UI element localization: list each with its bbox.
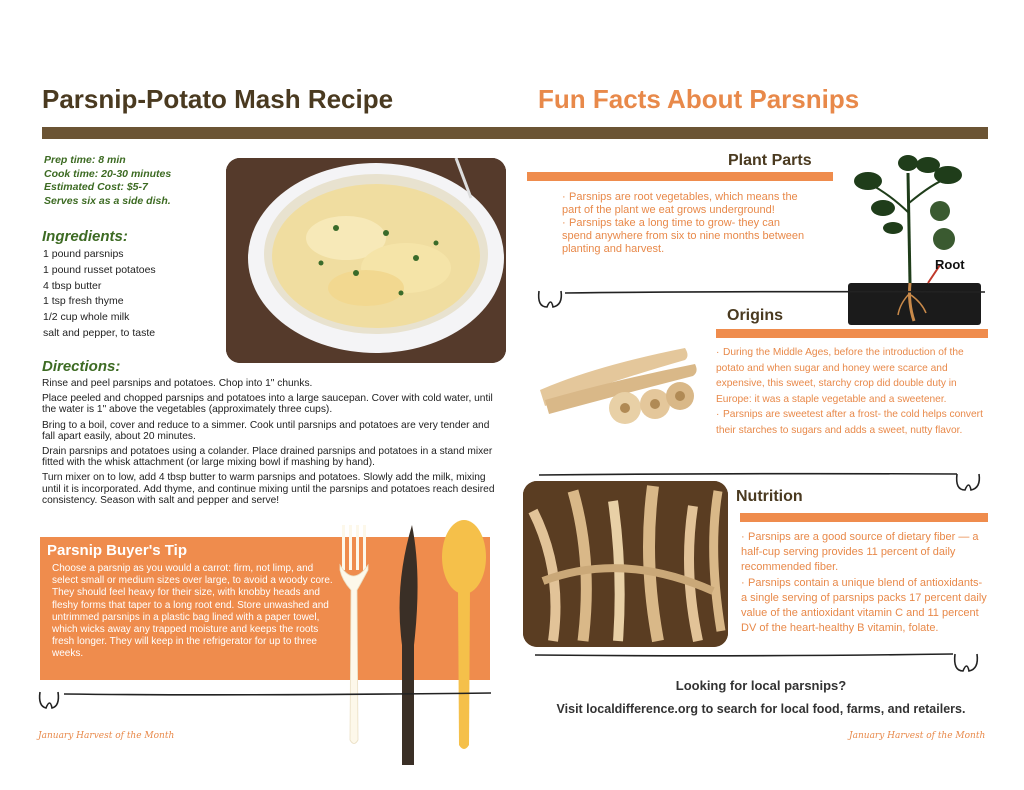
knife-icon <box>400 525 418 765</box>
directions-heading: Directions: <box>42 358 121 375</box>
bullet-item: · During the Middle Ages, before the introduction of the potato and when sugar and honey were scarce and expensive, this sweet, starchy crop did double duty in Europe: it was a staple vegetable and a sweetener. <box>716 347 964 405</box>
nutrition-heading: Nutrition <box>736 488 803 505</box>
cta-answer: Visit localdifference.org to search for local food, farms, and retailers. <box>556 702 966 716</box>
origins-strip <box>716 329 988 338</box>
cook-time: Cook time: 20-30 minutes <box>44 167 172 180</box>
bullet-item: · Parsnips are a good source of dietary fiber — a half-cup serving provides 11 percent of daily recommended fiber. <box>741 531 979 574</box>
bullet-item: · Parsnips are sweetest after a frost- the cold helps convert their starches to sugars and adds a sweet, nutty flavor. <box>716 409 983 436</box>
footer-right: January Harvest of the Month <box>849 731 986 741</box>
utensils-illustration <box>330 515 500 773</box>
nutrition-strip <box>740 513 988 522</box>
direction-step: Bring to a boil, cover and reduce to a simmer. Cook until parsnips and potatoes are very tender and fall apart easily, about 20 minutes. <box>42 419 490 442</box>
hand-drawn-divider <box>533 649 988 679</box>
plant-parts-text <box>562 191 812 256</box>
direction-step: Rinse and peel parsnips and potatoes. Chop into 1" chunks. <box>42 378 313 389</box>
title-divider <box>42 127 988 139</box>
servings: Serves six as a side dish. <box>44 194 171 207</box>
direction-step: Place peeled and chopped parsnips and potatoes into a large saucepan. Cover with cold water, until the water is 1" above the vegetables (approximately three cups). <box>42 393 493 416</box>
parsnips-photo <box>535 338 707 428</box>
bullet-item: · Parsnips contain a unique blend of antioxidants- a single serving of parsnips packs 17 percent daily value of the antioxidant vitamin C and 11 percent DV of the heart-healthy B vitamin, folate. <box>741 576 987 635</box>
footer-left: January Harvest of the Month <box>38 731 175 741</box>
mash-photo <box>226 158 506 363</box>
cta-question: Looking for local parsnips? <box>675 678 847 693</box>
ingredient-item: 1 pound parsnips <box>43 248 124 260</box>
estimated-cost: Estimated Cost: $5-7 <box>44 181 148 193</box>
nutrition-text <box>741 530 987 636</box>
ingredients-heading: Ingredients: <box>42 228 128 245</box>
direction-step: Drain parsnips and potatoes using a colander. Place drained parsnips and potatoes in a stand mixer fitted with the whisk attachment (or large mixing bowl if mashing by hand). <box>42 446 493 469</box>
root-label: Root <box>935 257 965 272</box>
ingredients-list <box>43 247 156 342</box>
recipe-title: Parsnip-Potato Mash Recipe <box>42 84 394 114</box>
bullet-item: · Parsnips take a long time to grow- they can spend anywhere from six to nine months between planting and harvest. <box>562 217 805 255</box>
ingredient-item: 4 tbsp butter <box>43 279 102 292</box>
ingredient-item: 1/2 cup whole milk <box>43 311 130 324</box>
hand-drawn-divider <box>36 686 496 716</box>
buyers-tip-title: Parsnip Buyer's Tip <box>47 542 188 559</box>
plant-parts-heading: Plant Parts <box>728 152 812 169</box>
buyers-tip-text: Choose a parsnip as you would a carrot: firm, not limp, and select small or medium sizes over large, to avoid a woody core. They should feel heavy for their size, with knobby heads and fleshy forms that taper to a long root end. Store unwashed and untrimmed parsnips in a plastic bag lined with a paper towel, which wicks away any trapped moisture and keeps the roots fresh longer. They will keep in the refrigerator for up to three weeks. <box>52 563 333 660</box>
parsnip-roots-photo <box>523 481 728 647</box>
prep-time: Prep time: 8 min <box>44 154 126 166</box>
direction-step: Turn mixer on to low, add 4 tbsp butter to warm parsnips and potatoes. Slowly add the milk, mixing until it is incorporated. Add thyme, and continue mixing until the parsnips and potatoes reach desired consistency. Season with salt and pepper and serve! <box>42 472 495 506</box>
plant-parts-strip <box>527 172 833 181</box>
ingredient-item: 1 pound russet potatoes <box>43 263 156 276</box>
bullet-item: · Parsnips are root vegetables, which means the part of the plant we eat grows underground! <box>562 191 798 216</box>
directions-list <box>42 378 504 510</box>
ingredient-item: salt and pepper, to taste <box>43 326 156 339</box>
ingredient-item: 1 tsp fresh thyme <box>43 295 124 308</box>
origins-heading: Origins <box>727 307 784 324</box>
fun-facts-title: Fun Facts About Parsnips <box>538 84 860 114</box>
recipe-meta <box>44 154 171 208</box>
origins-text <box>716 345 988 439</box>
